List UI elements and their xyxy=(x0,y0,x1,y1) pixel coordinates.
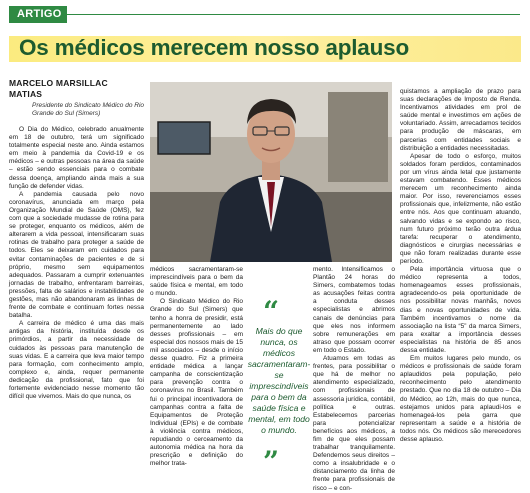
quote-open-icon: “ xyxy=(263,295,280,328)
page-title: Os médicos merecem nosso aplauso xyxy=(19,35,410,60)
paragraph: quistamos a ampliação de prazo para suas declarações de Imposto de Renda. Incentivamos atividades em prol de saúde mental e investimos em ações de voluntariado. Assim, arrecadamos tecidos para produção de máscaras, em parcerias com entidades sociais e distribuição a entidades necessitadas. xyxy=(400,88,521,152)
author-photo xyxy=(150,82,392,262)
section-tag: ARTIGO xyxy=(9,6,67,23)
paragraph: Atuamos em todas as frentes, para possibilitar o que há de melhor no atendimento especializado, com profissionais de assessoria jurídica, contábil, política e outras. Estabelecemos parcerias para potencializar benefícios aos médicos, a fim de que eles possam trabalhar tranquilamente. Defendemos seus direitos – como a insalubridade e o distanciamento da linha de frente para profissionais de risco – e con- xyxy=(313,355,395,492)
author-role: Presidente do Sindicato Médico do Rio Grande do Sul (Simers) xyxy=(32,102,145,117)
section-rule xyxy=(67,14,520,15)
article-column-3 xyxy=(313,266,395,492)
paragraph: Pela importância virtuosa que o médico representa a todos, homenageamos esses profissionais, agradecendo-os pela oportunidade de nos possibilitar novas manhãs, novos dias e novas oportunidades de vida. Também incentivamos o nome da associação na lista “5” da marca Simers, para exaltar a importância desses especialistas na história de 85 anos dessa entidade. xyxy=(400,266,521,354)
paragraph: A carreira de médico é uma das mais antigas da história, instituída desde os primórdios, a partir da necessidade de cuidados às pessoas para manutenção de suas vidas. E a carreira que leva maior tempo para formação, com conhecimento amplo, complexo e, ainda, requer permanente dedicação da profissional, fato que foi fortemente evidenciado nesse momento tão difícil que vivemos. Mais do que nunca, os xyxy=(9,320,144,401)
paragraph: Em muitos lugares pelo mundo, os médicos e profissionais de saúde foram aplaudidos pela população, pelo reconhecimento pelo atendimento prestado. Que no dia 18 de outubro – Dia do Médico, ao 12h, mais do que nunca, estejamos unidos para aplaudi-los e homenageá-los pela garra que representam a saúde e a história de todos nós. Os médicos são merecedores desse aplauso. xyxy=(400,355,521,444)
paragraph: mento. Intensificamos o Plantão 24 horas do Simers, combatemos todas as acusações feitas contra a conduta desses especialistas e abrimos canais de denúncias para que eles nos informem sobre remunerações em atraso que possam ocorrer em todo o Estado. xyxy=(313,266,395,354)
paragraph: O Sindicato Médico do Rio Grande do Sul (Simers) que tenho a honra de presidir, está permanentemente ao lado desses profissionais – em especial dos nossos mais de 15 mil associados – desde o início desse quadro. Fiz a primeira entidade médica a lançar campanha de conscientização para prevenção contra o coronavírus no Brasil. Também fui o principal incentivadora de campanhas contra a falta de Equipamentos de Proteção Individual (EPIs) e de combate à violência contra médicos, repudiando o cerceamento da autonomia médica na hora da prescrição e definição do melhor trata- xyxy=(150,298,243,468)
paragraph: Apesar de todo o esforço, muitos soldados foram perdidos, contaminados por um vírus ainda letal que justamente estavam combatendo. Esses médicos merecem um reconhecimento ainda maior. Por isso, reverenciamos esses profissionais que, infelizmente, não estão entre nós. Aos que continuam atuando, salvando vidas e se expondo ao risco, num futuro próximo terão outra árdua tarefa: recuperar o atendimento, diagnósticos e cirurgias necessárias e que não foram realizadas durante esse período. xyxy=(400,152,521,265)
pull-quote: Mais do que nunca, os médicos sacramentaram-se imprescindíveis para o bem da saúde física e mental, em todo o mundo. xyxy=(247,326,311,435)
article-column-1 xyxy=(9,126,144,478)
article-column-2 xyxy=(150,266,243,478)
quote-close-icon: ” xyxy=(263,445,280,478)
headline-block xyxy=(9,34,521,62)
article-column-4 xyxy=(400,88,521,478)
author-name: MARCELO MARSILLAC MATIAS xyxy=(9,78,108,99)
portrait-illustration xyxy=(150,82,392,262)
paragraph: A pandemia causada pelo novo coronavírus, anunciada em março pela Organização Mundial de Saúde (OMS), fez com que a sociedade mudasse de rotina para se proteger, enquanto os médicos, além de alterarem a vida pessoal, intensificaram suas rotinas de trabalho para proteger a saúde de todos. Eles se deixaram em cuidados para evitar contaminações de pacientes e de si próprio, mesmo sem equipamentos adequados. Passaram a cumprir extenuantes jornadas de trabalho, enfrentaram barreiras, pressões, falta de salários e instabilidades de gestões, mas não abandonaram as linhas de frente de combate e continuam fortes nessa batalha. xyxy=(9,190,144,320)
paragraph: médicos sacramentaram-se imprescindíveis para o bem da saúde física e mental, em todo o mundo. xyxy=(150,266,243,298)
paragraph: O Dia do Médico, celebrado anualmente em 18 de outubro, terá um significado totalmente especial neste ano. Ainda estamos em meio à pandemia da Covid-19 e os médicos – e outras pessoas na área da saúde – estão sendo essenciais para o combate dessa doença, ampliando ainda mais a sua função de defender vidas. xyxy=(9,126,144,190)
